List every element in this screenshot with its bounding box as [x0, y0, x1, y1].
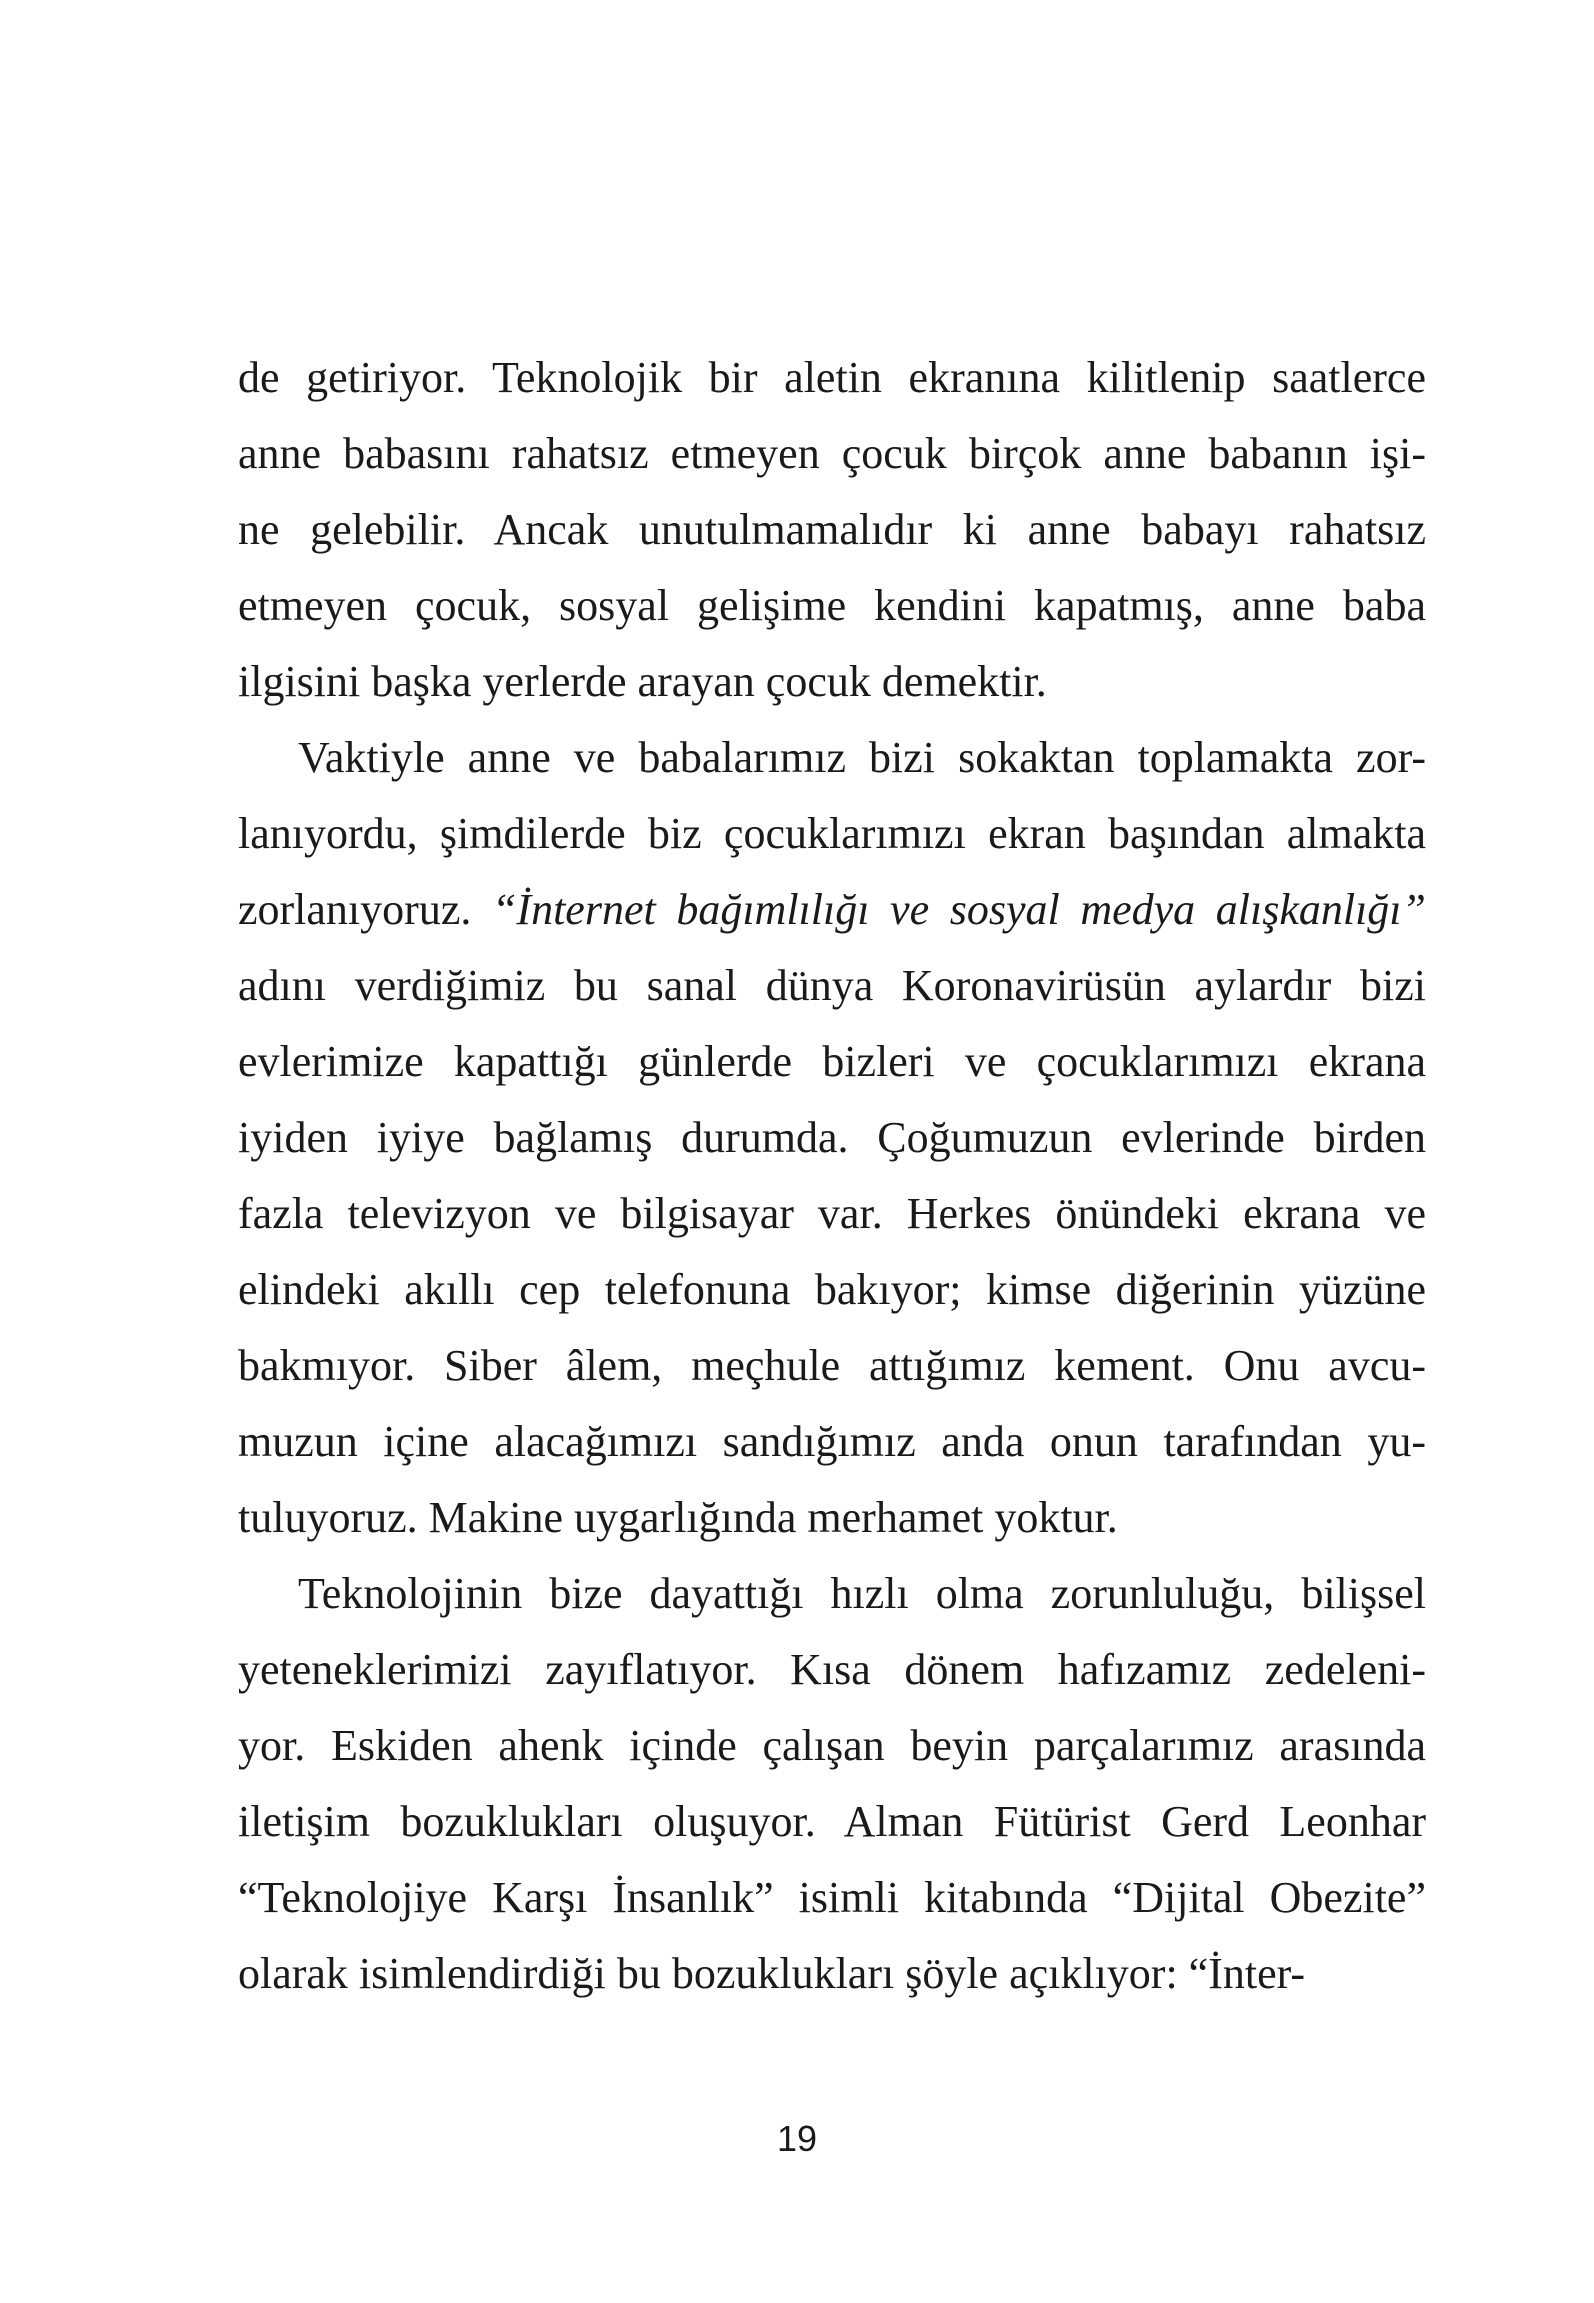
text-segment: elindeki akıllı cep telefonuna bakıyor; kimse diğerinin yüzüne: [238, 1265, 1426, 1314]
paragraph: [238, 720, 1426, 1556]
text-line: [238, 644, 1426, 720]
text-line: [238, 340, 1426, 416]
text-line: [238, 1556, 1426, 1632]
text-segment: Vaktiyle anne ve babalarımız bizi sokaktan toplamakta zor-: [298, 733, 1426, 782]
text-segment: olarak isimlendirdiği bu bozuklukları şöyle açıklıyor: “İnter-: [238, 1949, 1306, 1998]
text-segment: iletişim bozuklukları oluşuyor. Alman Fütürist Gerd Leonhar: [238, 1797, 1426, 1846]
text-segment: iyiden iyiye bağlamış durumda. Çoğumuzun evlerinde birden: [238, 1113, 1426, 1162]
text-segment: bakmıyor. Siber âlem, meçhule attığımız kement. Onu avcu-: [238, 1341, 1426, 1390]
text-line: [238, 492, 1426, 568]
text-line: [238, 1328, 1426, 1404]
text-line: [238, 796, 1426, 872]
text-segment: ne gelebilir. Ancak unutulmamalıdır ki anne babayı rahatsız: [238, 505, 1426, 554]
text-line: [238, 1100, 1426, 1176]
text-line: [238, 948, 1426, 1024]
text-line: [238, 1936, 1426, 2012]
paragraph: [238, 340, 1426, 720]
text-line: [238, 1708, 1426, 1784]
text-segment: lanıyordu, şimdilerde biz çocuklarımızı ekran başından almakta: [238, 809, 1426, 858]
text-segment: anne babasını rahatsız etmeyen çocuk birçok anne babanın işi-: [238, 429, 1426, 478]
body-text: [238, 340, 1426, 2012]
text-segment: adını verdiğimiz bu sanal dünya Koronavirüsün aylardır bizi: [238, 961, 1426, 1010]
text-line: [238, 1480, 1426, 1556]
italic-phrase: “İnternet bağımlılığı ve sosyal medya alışkanlığı”: [491, 885, 1426, 934]
text-line: [238, 720, 1426, 796]
text-segment: “Teknolojiye Karşı İnsanlık” isimli kitabında “Dijital Obezite”: [238, 1873, 1426, 1922]
text-line: [238, 1252, 1426, 1328]
text-segment: de getiriyor. Teknolojik bir aletin ekranına kilitlenip saatlerce: [238, 353, 1426, 402]
text-line: [238, 568, 1426, 644]
text-segment: etmeyen çocuk, sosyal gelişime kendini kapatmış, anne baba: [238, 581, 1426, 630]
text-line: [238, 1784, 1426, 1860]
text-segment: yeteneklerimizi zayıflatıyor. Kısa dönem hafızamız zedeleni-: [238, 1645, 1426, 1694]
text-line: [238, 416, 1426, 492]
paragraph: [238, 1556, 1426, 2012]
page-number: 19: [776, 2118, 818, 2159]
text-line: [238, 1404, 1426, 1480]
text-segment: ilgisini başka yerlerde arayan çocuk demektir.: [238, 657, 1047, 706]
text-line: [238, 1024, 1426, 1100]
text-line: [238, 872, 1426, 948]
text-segment: muzun içine alacağımızı sandığımız anda onun tarafından yu-: [238, 1417, 1426, 1466]
text-segment: zorlanıyoruz.: [238, 885, 492, 934]
text-segment: tuluyoruz. Makine uygarlığında merhamet yoktur.: [238, 1493, 1118, 1542]
text-segment: yor. Eskiden ahenk içinde çalışan beyin parçalarımız arasında: [238, 1721, 1426, 1770]
text-line: [238, 1632, 1426, 1708]
text-line: [238, 1860, 1426, 1936]
text-segment: fazla televizyon ve bilgisayar var. Herkes önündeki ekrana ve: [238, 1189, 1426, 1238]
text-segment: evlerimize kapattığı günlerde bizleri ve çocuklarımızı ekrana: [238, 1037, 1426, 1086]
text-line: [238, 1176, 1426, 1252]
text-segment: Teknolojinin bize dayattığı hızlı olma zorunluluğu, bilişsel: [298, 1569, 1426, 1618]
